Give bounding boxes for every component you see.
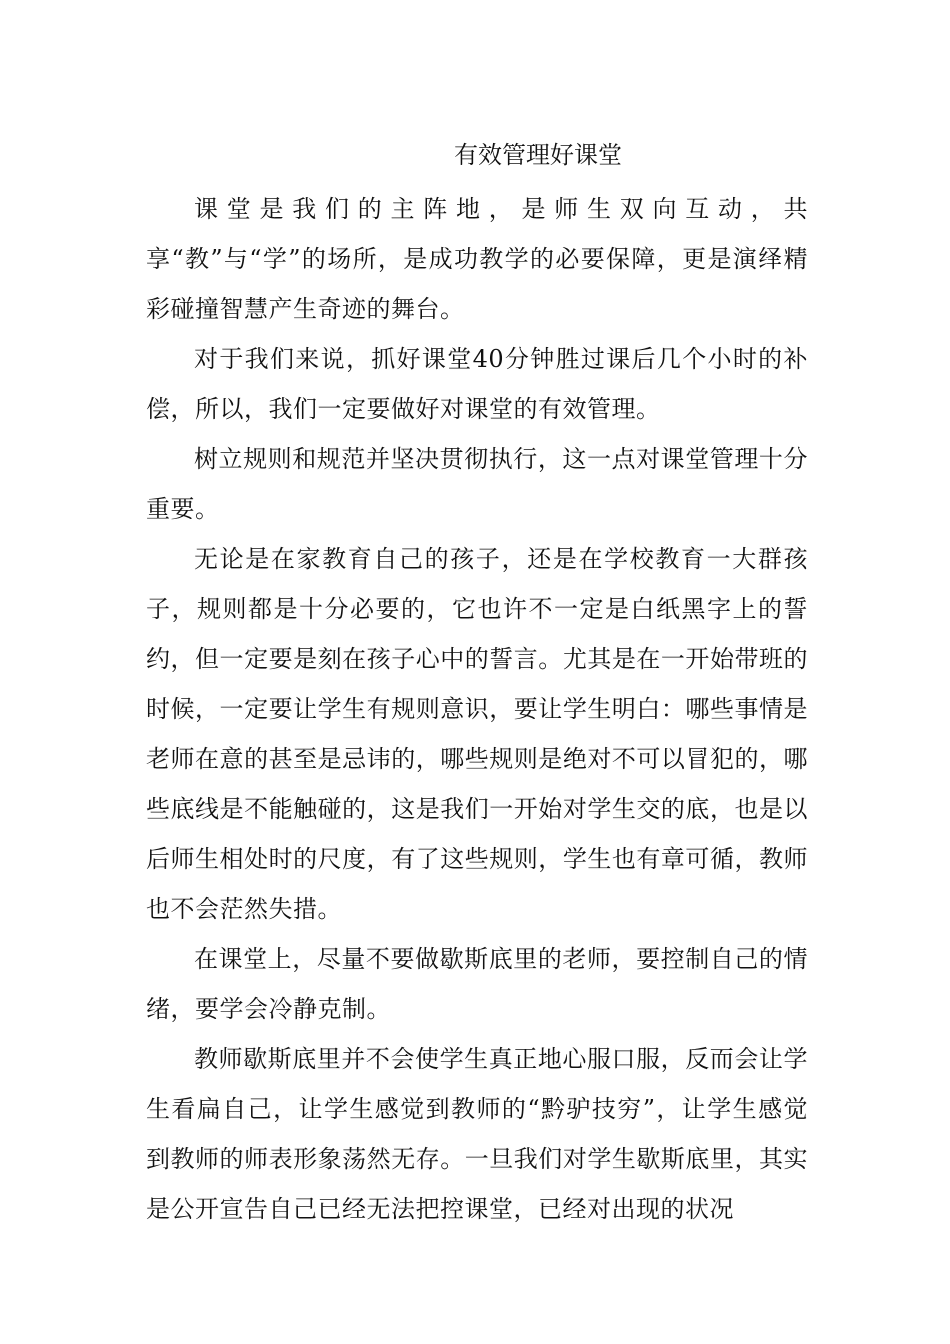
document-body (146, 120, 808, 1234)
document-title: 有效管理好课堂 (454, 141, 622, 169)
paragraph: 树立规则和规范并坚决贯彻执行，这一点对课堂管理十分重要。 (146, 445, 808, 523)
paragraph: 教师歇斯底里并不会使学生真正地心服口服，反而会让学生看扁自己，让学生感觉到教师的“黔驴技穷”，让学生感觉到教师的师表形象荡然无存。一旦我们对学生歇斯底里，其实是公开宣告自己已经无法把控课堂，已经对出现的状况 (146, 1045, 808, 1223)
paragraph: 无论是在家教育自己的孩子，还是在学校教育一大群孩子，规则都是十分必要的，它也许不一定是白纸黑字上的誓约，但一定要是刻在孩子心中的誓言。尤其是在一开始带班的时候，一定要让学生有规则意识，要让学生明白：哪些事情是老师在意的甚至是忌讳的，哪些规则是绝对不可以冒犯的，哪些底线是不能触碰的，这是我们一开始对学生交的底，也是以后师生相处时的尺度，有了这些规则，学生也有章可循，教师也不会茫然失措。 (146, 545, 808, 923)
paragraph: 在课堂上，尽量不要做歇斯底里的老师，要控制自己的情绪，要学会冷静克制。 (146, 945, 808, 1023)
paragraph: 课堂是我们的主阵地，是师生双向互动，共享“教”与“学”的场所，是成功教学的必要保障，更是演绎精彩碰撞智慧产生奇迹的舞台。 (146, 195, 808, 323)
paragraph: 对于我们来说，抓好课堂40分钟胜过课后几个小时的补偿，所以，我们一定要做好对课堂的有效管理。 (146, 345, 808, 423)
